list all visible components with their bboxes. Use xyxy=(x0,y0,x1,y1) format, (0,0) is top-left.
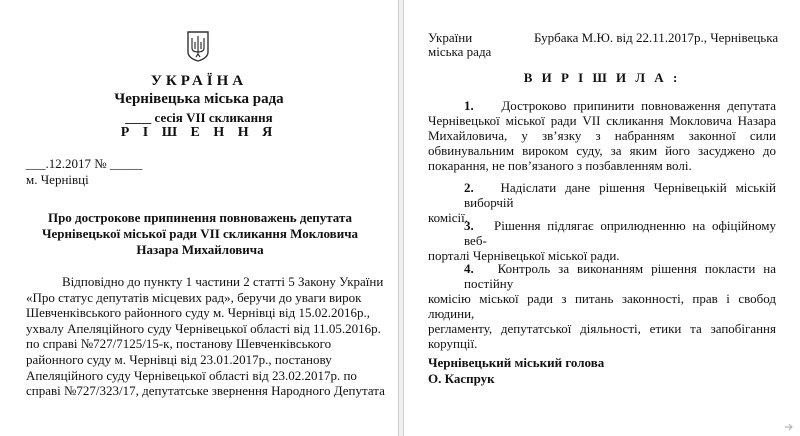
signature-name: О. Каспрук xyxy=(428,371,495,386)
carryover-text: України xyxy=(428,30,473,45)
session-blank: ____ xyxy=(125,110,152,125)
item-text: Чернівецької міської ради VII скликання Мокловича Назара xyxy=(428,113,776,128)
item-text: порталі Чернівецької міської ради. xyxy=(428,248,620,263)
city-line: м. Чернівці xyxy=(26,172,89,187)
session-label: сесія VII скликання xyxy=(151,110,273,125)
carryover-text: Бурбака М.Ю. від 22.11.2017р., Чернівецька xyxy=(534,30,779,45)
ukraine-trident-icon xyxy=(186,30,210,62)
signature-title: Чернівецький міський голова xyxy=(428,355,605,370)
body-line: справі №727/323/17, депутатське звернення Народного Депутата xyxy=(26,383,385,399)
council-heading: Чернівецька міська рада xyxy=(114,91,284,107)
document-page-left xyxy=(0,0,398,436)
decision-item-4 xyxy=(428,261,776,351)
decision-item-3 xyxy=(428,218,776,263)
title-line: Про дострокове припинення повноважень депутата xyxy=(47,210,353,225)
preamble-text xyxy=(26,274,385,399)
item-text: комісії. xyxy=(428,210,468,225)
document-page-right xyxy=(404,0,800,436)
expand-arrow-icon[interactable] xyxy=(784,422,796,432)
body-line: районного суду м. Чернівці від 23.01.2017р., постанову xyxy=(26,351,332,367)
body-line: Відповідно до пункту 1 частини 2 статті 5 Закону України xyxy=(62,274,384,289)
item-text: корупції. xyxy=(428,336,478,351)
body-line: Шевченківського районного суду м. Чернівці від 15.02.2016р., xyxy=(26,305,371,321)
carryover-text: міська рада xyxy=(428,44,492,59)
item-text: комісію міської ради з питань законності, прав і свобод людини, xyxy=(428,291,776,321)
decision-heading: Р І Ш Е Н Н Я xyxy=(120,125,278,140)
item-text: Надіслати дане рішення Чернівецькій міській виборчій xyxy=(464,180,776,210)
item-text: Контроль за виконанням рішення покласти на постійну xyxy=(464,261,776,291)
decision-title xyxy=(40,210,360,258)
item-text: регламенту, депутатської діяльності, етики та запобігання xyxy=(428,321,776,336)
body-line: Апеляційного суду Чернівецької області від 23.02.2017р. по xyxy=(26,367,357,383)
item-text: Рішення підлягає оприлюдненню на офіційному веб- xyxy=(464,218,776,248)
session-line xyxy=(0,110,398,125)
item-text: Достроково припинити повноваження депутата xyxy=(501,98,777,113)
item-text: покарання, не пов’язаного з позбавленням волі. xyxy=(428,158,692,173)
country-heading: УКРАЇНА xyxy=(150,73,248,89)
item-number: 4. xyxy=(464,261,474,276)
title-line: Назара Михайловича xyxy=(136,242,264,257)
item-number: 2. xyxy=(464,180,474,195)
body-line: «Про статус депутатів місцевих рад», беручи до уваги вирок xyxy=(26,289,362,305)
body-line: по справі №727/7125/15-к, постанову Шевченківського xyxy=(26,336,332,352)
item-text: обвинувальним вироком суду, за яким його засуджено до xyxy=(428,143,776,158)
item-number: 1. xyxy=(464,98,474,113)
decision-item-1 xyxy=(428,98,776,173)
resolved-heading: В И Р І Ш И Л А : xyxy=(523,70,681,85)
date-number-line: ___.12.2017 № _____ xyxy=(26,156,143,171)
body-line: ухвалу Апеляційного суду Чернівецької області від 11.05.2016р. xyxy=(26,320,381,336)
item-number: 3. xyxy=(464,218,474,233)
item-text: Михайловича, у зв’язку з набранням законної сили xyxy=(428,128,776,143)
title-line: Чернівецької міської ради VII скликання Мокловича xyxy=(41,226,359,241)
